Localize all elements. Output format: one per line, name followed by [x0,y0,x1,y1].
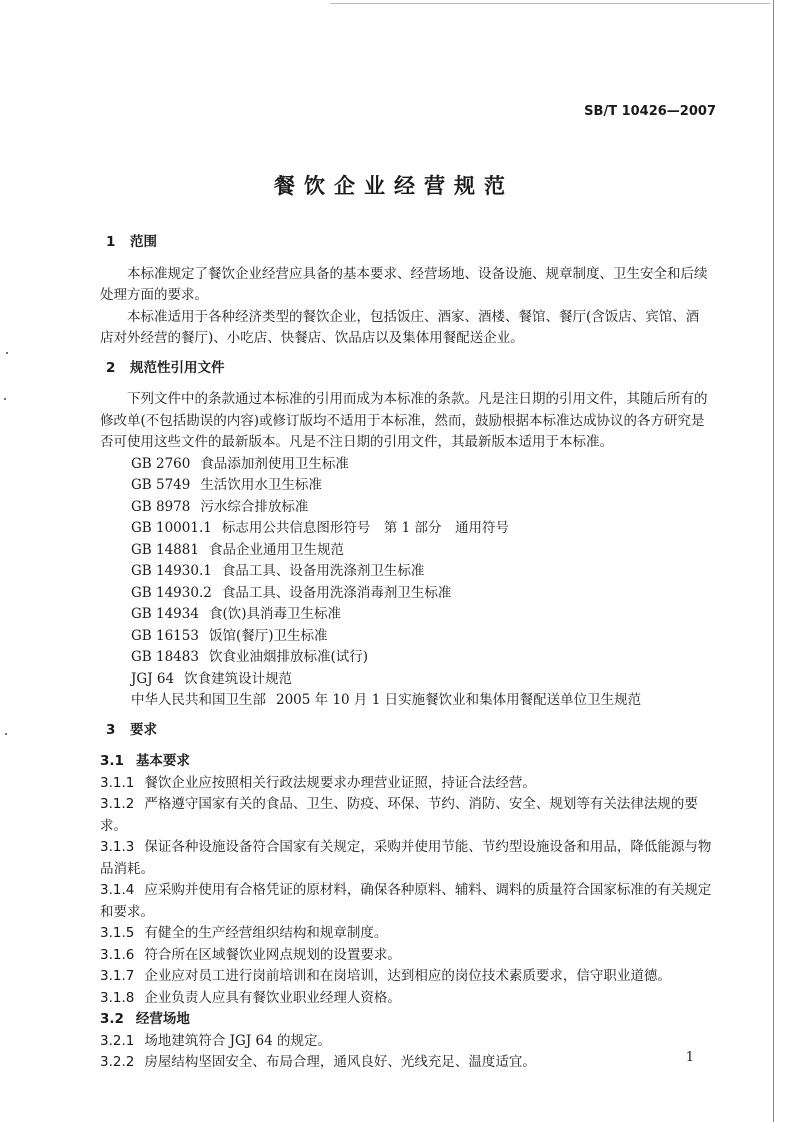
section-title: 规范性引用文件 [130,359,225,376]
reference-item [131,497,712,519]
clause [100,923,712,945]
reference-item [131,561,712,583]
reference-code: GB 5749 [131,477,191,493]
clause-number: 3.1.6 [100,946,135,963]
paragraph: 本标准适用于各种经济类型的餐饮企业，包括饭庄、酒家、酒楼、餐馆、餐厅(含饭店、宾馆、酒店对外经营的餐厅)、小吃店、快餐店、饮品店以及集体用餐配送企业。 [100,308,700,346]
document-title: 餐饮企业经营规范 [274,174,514,198]
clause [100,1052,712,1074]
reference-title: 2005 年 10 月 1 日实施餐饮业和集体用餐配送单位卫生规范 [276,692,642,708]
clause-text: 应采购并使用有合格凭证的原材料，确保各种原料、辅料、调料的质量符合国家标准的有关规定和要求。 [100,882,712,920]
clause-number: 3.1.8 [100,989,135,1006]
scan-edge-top [330,3,770,4]
reference-title: 生活饮用水卫生标准 [200,477,322,493]
scan-speck [5,733,7,735]
clause [100,773,712,795]
reference-list [100,454,712,712]
clause-text: 严格遵守国家有关的食品、卫生、防疫、环保、节约、消防、安全、规划等有关法律法规的要求。 [100,796,698,834]
paragraph: 本标准规定了餐饮企业经营应具备的基本要求、经营场地、设备设施、规章制度、卫生安全和后续处理方面的要求。 [100,265,708,303]
scan-edge-right [773,0,774,1122]
reference-code: GB 14930.2 [131,584,212,601]
reference-item [131,475,712,497]
page-number: 1 [685,1050,694,1065]
reference-title: 食品企业通用卫生规范 [208,541,344,558]
reference-code: GB 14930.1 [131,563,212,579]
clause-number: 3.1.3 [100,839,135,855]
clause-number: 3.1.1 [100,774,135,791]
standard-code: SB/T 10426—2007 [584,104,716,119]
clause-text: 符合所在区域餐饮业网点规划的设置要求。 [144,946,401,963]
clause-number: 3.1.5 [100,925,135,941]
section-number: 1 [106,234,116,250]
reference-item [131,626,712,648]
scan-speck [6,352,8,354]
document-body [100,232,712,1074]
clause-text: 保证各种设施设备符合国家有关规定，采购并使用节能、节约型设施设备和用品，降低能源与物品消耗。 [100,839,712,877]
section-heading-requirements [100,720,712,742]
reference-title: 食品工具、设备用洗涤消毒剂卫生标准 [221,584,452,601]
reference-code: GB 14934 [131,606,199,622]
reference-item [131,454,712,476]
reference-item [131,690,712,712]
clause-text: 场地建筑符合 JGJ 64 的规定。 [144,1032,332,1049]
reference-title: 食品工具、设备用洗涤剂卫生标准 [221,563,425,579]
clause-number: 3.2.1 [100,1032,135,1049]
clause [100,880,712,923]
reference-code: JGJ 64 [131,670,175,687]
subsection-title: 基本要求 [135,753,190,769]
reference-item [131,669,712,691]
clause-text: 企业负责人应具有餐饮业职业经理人资格。 [144,989,401,1006]
section-number: 2 [106,359,116,376]
reference-code: GB 8978 [131,498,191,515]
reference-title: 标志用公共信息图形符号 第 1 部分 通用符号 [221,520,509,536]
clause [100,988,712,1010]
reference-title: 饮食建筑设计规范 [184,670,293,687]
section-number: 3 [106,721,116,738]
section-heading-scope [100,232,712,254]
clause [100,945,712,967]
clause-number: 3.1.7 [100,968,135,984]
reference-title: 饮食业油烟排放标准(试行) [208,649,368,665]
paragraph: 下列文件中的条款通过本标准的引用而成为本标准的条款。凡是注日期的引用文件，其随后所有的修改单(不包括勘误的内容)或修订版均不适用于本标准，然而，鼓励根据本标准达成协议的各方研究是否可使用这些文件的最新版本。凡是不注日期的引用文件，其最新版本适用于本标准。 [100,391,708,450]
reference-code: GB 16153 [131,627,199,644]
reference-item [131,604,712,626]
clause-number: 3.2.2 [100,1054,135,1070]
clause-number: 3.1.4 [100,882,135,898]
reference-title: 食品添加剂使用卫生标准 [200,455,349,472]
clause-text: 企业应对员工进行岗前培训和在岗培训，达到相应的岗位技术素质要求，信守职业道德。 [144,968,671,984]
reference-code: GB 10001.1 [131,520,212,536]
subsection-number: 3.2 [100,1011,124,1027]
scan-speck [4,398,6,400]
clause [100,966,712,988]
reference-code: GB 18483 [131,649,199,665]
section-heading-references [100,358,712,380]
clause-text: 餐饮企业应按照相关行政法规要求办理营业证照，持证合法经营。 [144,774,536,791]
clause [100,837,712,880]
reference-item [131,518,712,540]
subsection-heading-premises [100,1009,712,1031]
reference-item [131,647,712,669]
subsection-title: 经营场地 [135,1011,190,1027]
reference-code: GB 14881 [131,541,199,558]
subsection-heading-basic [100,751,712,773]
subsection-number: 3.1 [100,753,124,769]
clause [100,794,712,837]
section-title: 范围 [130,234,157,250]
clause-number: 3.1.2 [100,796,135,812]
reference-item [131,540,712,562]
reference-code: GB 2760 [131,455,191,472]
reference-item [131,583,712,605]
reference-title: 污水综合排放标准 [200,498,309,515]
reference-title: 饭馆(餐厅)卫生标准 [208,627,328,644]
clause-text: 有健全的生产经营组织结构和规章制度。 [144,925,388,941]
reference-title: 食(饮)具消毒卫生标准 [208,606,341,622]
clause [100,1031,712,1053]
clause-text: 房屋结构坚固安全、布局合理，通风良好、光线充足、温度适宜。 [144,1054,536,1070]
reference-code: 中华人民共和国卫生部 [131,692,266,708]
section-title: 要求 [130,721,157,738]
